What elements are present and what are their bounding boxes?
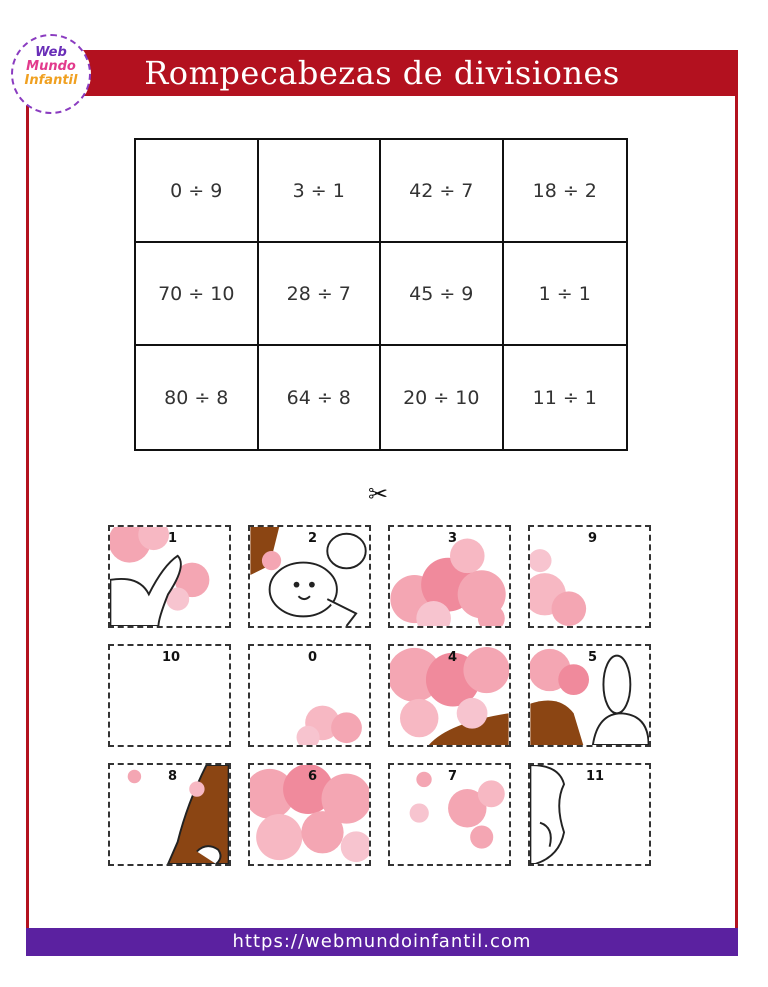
division-cell: 28 ÷ 7: [259, 243, 382, 346]
piece-number: 6: [308, 769, 318, 784]
puzzle-piece-11[interactable]: [528, 763, 651, 866]
division-cell: 70 ÷ 10: [136, 243, 259, 346]
puzzle-piece-4[interactable]: [388, 644, 511, 747]
puzzle-piece-8[interactable]: [108, 763, 231, 866]
puzzle-piece-9[interactable]: [528, 525, 651, 628]
piece-number: 4: [448, 650, 458, 665]
piece-number: 7: [448, 769, 458, 784]
puzzle-piece-0[interactable]: [248, 644, 371, 747]
puzzle-piece-1[interactable]: [108, 525, 231, 628]
piece-number: 1: [168, 531, 178, 546]
division-cell: 3 ÷ 1: [259, 140, 382, 243]
division-grid: [134, 138, 628, 451]
puzzle-piece-3[interactable]: [388, 525, 511, 628]
title-banner: [26, 50, 738, 96]
piece-number: 5: [588, 650, 598, 665]
division-cell: 20 ÷ 10: [381, 346, 504, 449]
logo-line-3: Infantil: [24, 73, 78, 88]
footer-url[interactable]: https://webmundoinfantil.com: [26, 928, 738, 956]
piece-number: 9: [588, 531, 598, 546]
piece-number: 0: [308, 650, 318, 665]
puzzle-piece-5[interactable]: [528, 644, 651, 747]
puzzle-piece-7[interactable]: [388, 763, 511, 866]
piece-number: 3: [448, 531, 458, 546]
division-cell: 42 ÷ 7: [381, 140, 504, 243]
site-logo[interactable]: [11, 34, 91, 114]
division-cell: 0 ÷ 9: [136, 140, 259, 243]
puzzle-piece-10[interactable]: [108, 644, 231, 747]
page-title: Rompecabezas de divisiones: [144, 54, 620, 92]
piece-number: 11: [586, 769, 605, 784]
piece-number: 8: [168, 769, 178, 784]
scissors-icon: ✂: [368, 480, 389, 508]
puzzle-piece-2[interactable]: [248, 525, 371, 628]
division-cell: 18 ÷ 2: [504, 140, 627, 243]
division-cell: 64 ÷ 8: [259, 346, 382, 449]
division-cell: 45 ÷ 9: [381, 243, 504, 346]
division-cell: 11 ÷ 1: [532, 386, 597, 409]
division-cell: 1 ÷ 1: [504, 243, 627, 346]
logo-line-1: Web: [35, 45, 67, 60]
piece-number: 2: [308, 531, 318, 546]
division-cell: 80 ÷ 8: [136, 346, 259, 449]
logo-line-2: Mundo: [26, 59, 76, 74]
puzzle-piece-6[interactable]: [248, 763, 371, 866]
piece-number: 10: [162, 650, 181, 665]
